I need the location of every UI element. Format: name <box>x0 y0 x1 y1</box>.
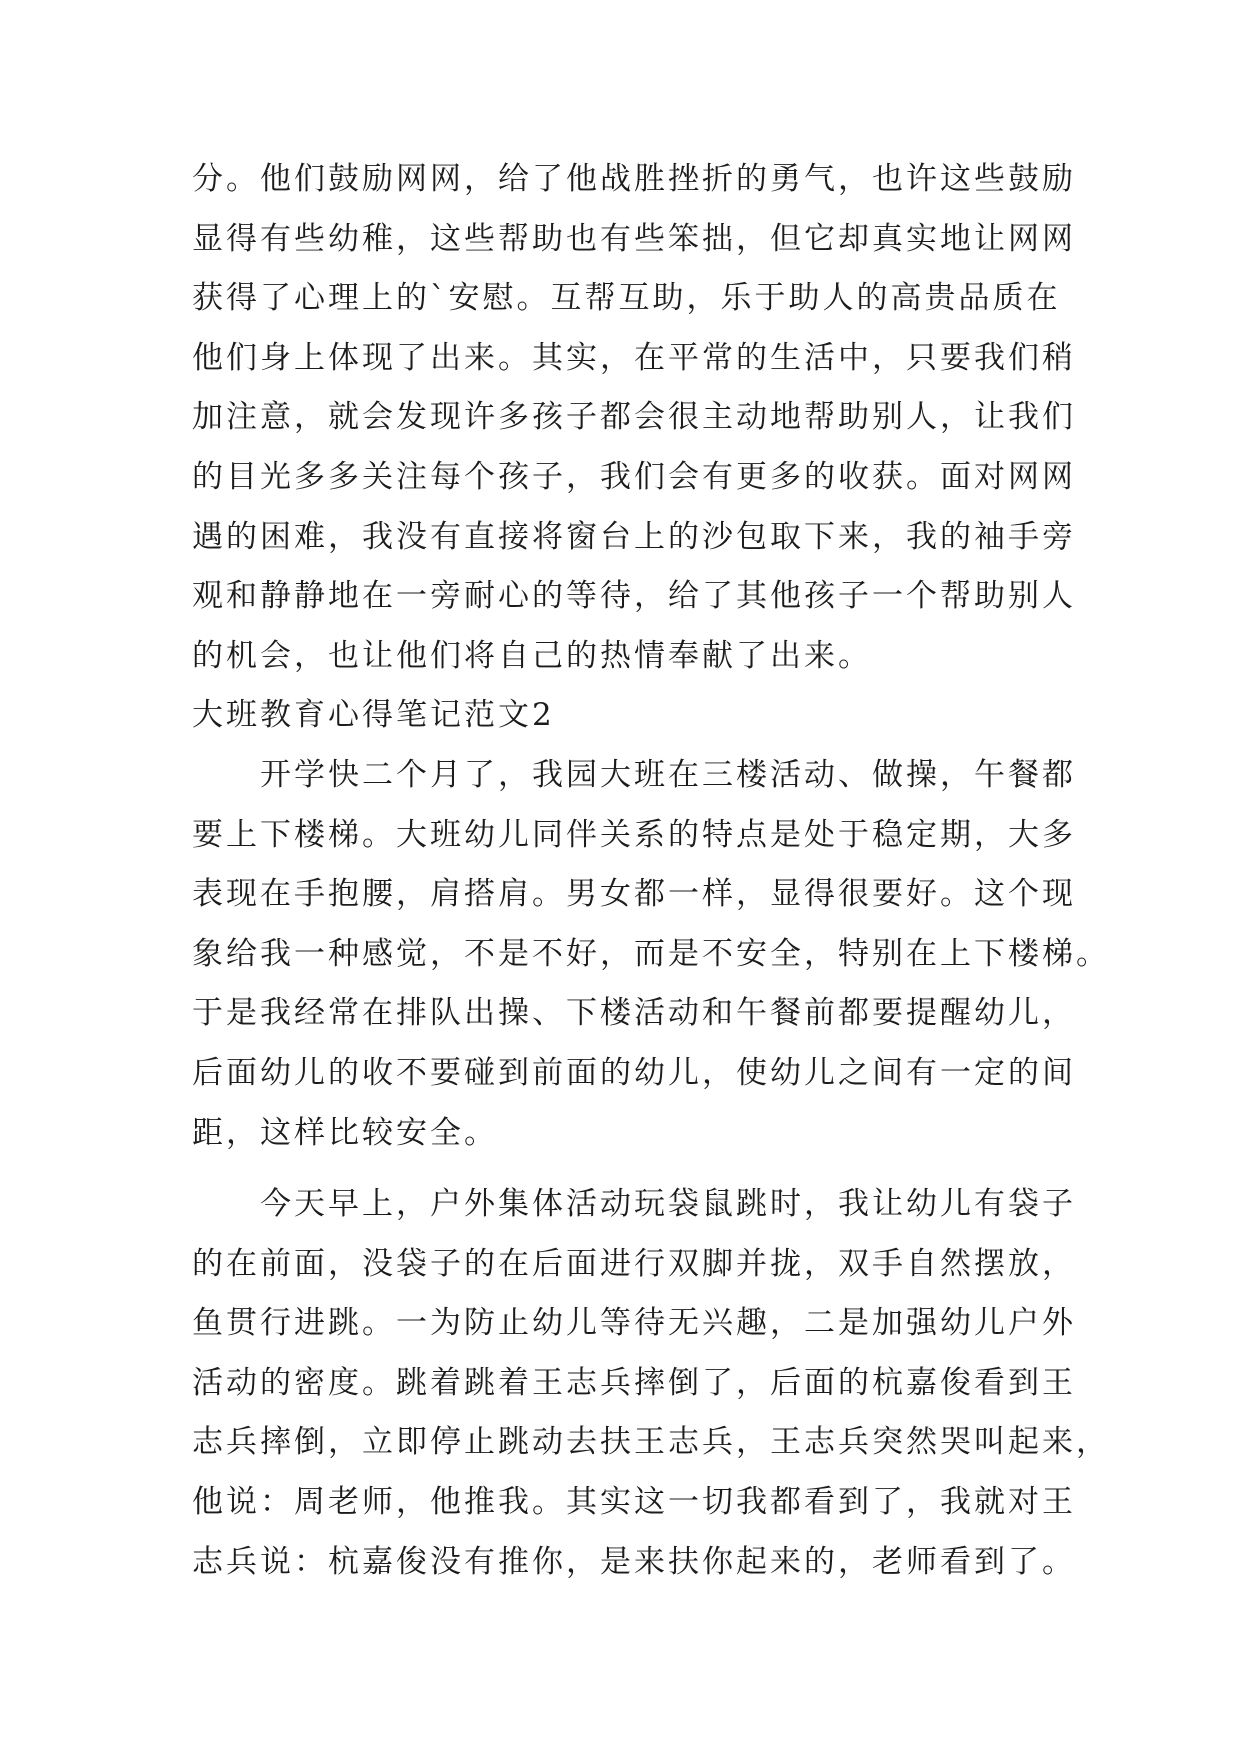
text-line: 分。他们鼓励网网，给了他战胜挫折的勇气，也许这些鼓励 <box>192 161 1076 197</box>
text-line: 获得了心理上的`安慰。互帮互助，乐于助人的高贵品质在 <box>192 280 1061 317</box>
text-line: 遇的困难，我没有直接将窗台上的沙包取下来，我的袖手旁 <box>192 518 1076 555</box>
continued-paragraph <box>192 150 1092 686</box>
text-line: 的在前面，没袋子的在后面进行双脚并拢，双手自然摆放， <box>192 1245 1076 1282</box>
text-line: 开学快二个月了，我园大班在三楼活动、做操，午餐都 <box>260 756 1076 793</box>
text-line: 的目光多多关注每个孩子，我们会有更多的收获。面对网网 <box>192 458 1076 495</box>
text-line: 显得有些幼稚，这些帮助也有些笨拙，但它却真实地让网网 <box>192 220 1076 257</box>
text-line: 的机会，也让他们将自己的热情奉献了出来。 <box>192 637 872 674</box>
section-heading: 大班教育心得笔记范文2 <box>192 697 555 734</box>
text-line: 加注意，就会发现许多孩子都会很主动地帮助别人，让我们 <box>192 399 1076 436</box>
text-line: 观和静静地在一旁耐心的等待，给了其他孩子一个帮助别人 <box>192 578 1076 615</box>
text-line: 今天早上，户外集体活动玩袋鼠跳时，我让幼儿有袋子 <box>260 1186 1076 1223</box>
text-line: 于是我经常在排队出操、下楼活动和午餐前都要提醒幼儿， <box>192 995 1076 1032</box>
paragraph <box>192 1175 1110 1592</box>
text-line: 后面幼儿的收不要碰到前面的幼儿，使幼儿之间有一定的间 <box>192 1054 1076 1091</box>
paragraph-spacer <box>192 1163 1092 1175</box>
text-line: 活动的密度。跳着跳着王志兵摔倒了，后面的杭嘉俊看到王 <box>192 1364 1076 1401</box>
text-line: 表现在手抱腰，肩搭肩。男女都一样，显得很要好。这个现 <box>192 876 1076 913</box>
text-line: 象给我一种感觉，不是不好，而是不安全，特别在上下楼梯。 <box>192 935 1110 972</box>
text-line: 要上下楼梯。大班幼儿同伴关系的特点是处于稳定期，大多 <box>192 816 1076 853</box>
text-line: 他说：周老师，他推我。其实这一切我都看到了，我就对王 <box>192 1484 1076 1521</box>
paragraph <box>192 746 1110 1163</box>
text-line: 鱼贯行进跳。一为防止幼儿等待无兴趣，二是加强幼儿户外 <box>192 1305 1076 1342</box>
text-line: 他们身上体现了出来。其实，在平常的生活中，只要我们稍 <box>192 339 1076 376</box>
document-page <box>192 150 1110 1592</box>
text-line: 志兵说：杭嘉俊没有推你，是来扶你起来的，老师看到了。 <box>192 1543 1076 1580</box>
text-line: 距，这样比较安全。 <box>192 1114 498 1151</box>
text-line: 志兵摔倒，立即停止跳动去扶王志兵，王志兵突然哭叫起来， <box>192 1424 1110 1461</box>
